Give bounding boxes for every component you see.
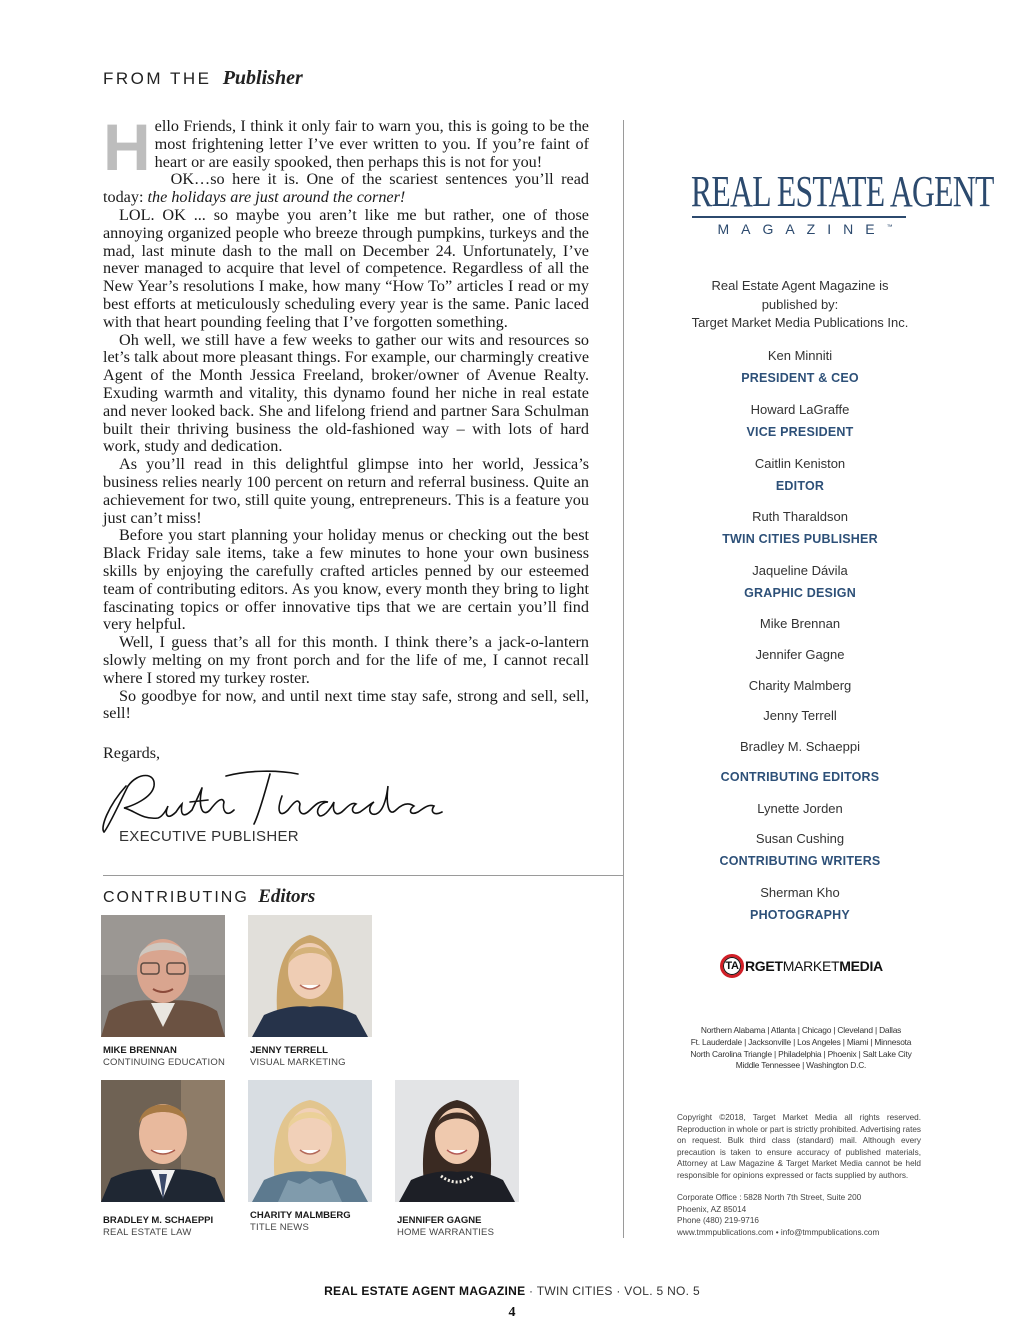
page-footer bbox=[0, 1284, 1024, 1298]
staff-name: Ruth Tharaldson bbox=[752, 509, 848, 524]
editor-role: HOME WARRANTIES bbox=[397, 1227, 495, 1238]
editor-role: TITLE NEWS bbox=[250, 1222, 310, 1233]
footer-magazine: REAL ESTATE AGENT MAGAZINE bbox=[324, 1284, 526, 1298]
letter-paragraph: Oh well, we still have a few weeks to gather our wits and resources so let’s talk about more pleasant things. For example, our charmingly creative Agent of the Month Jessica Freeland, broker/owner of Avenue Realty. Exuding warmth and vitality, this dynamo found her niche in real estate and never looked back. She and lifelong friend and partner Sara Schulman built their thriving business the old-fashioned way – with lots of hard work, study and dedication. bbox=[103, 330, 589, 456]
target-market-media-logo: TA RGET MARKET MEDIA bbox=[720, 953, 883, 979]
corporate-office: Corporate Office : 5828 North 7th Street, Suite 200 Phoenix, AZ 85014 Phone (480) 219-9716 www.tmmpublications.com • info@tmmpublications.com bbox=[677, 1193, 880, 1237]
staff-name: Jaqueline Dávila bbox=[752, 563, 848, 578]
editor-photo-jennifer-gagne bbox=[395, 1080, 519, 1202]
editor-photo-jenny-terrell bbox=[248, 915, 372, 1037]
editor-photo-mike-brennan bbox=[101, 915, 225, 1037]
staff-role: GRAPHIC DESIGN bbox=[744, 586, 856, 600]
editor-name: JENNY TERRELL bbox=[250, 1045, 328, 1056]
section-header-contributing bbox=[103, 886, 315, 908]
magazine-logo bbox=[690, 167, 994, 237]
letter-paragraph: As you’ll read in this delightful glimpse into her world, Jessica’s business relies nearly 100 percent on return and referral business. Quite an achievement for two, still quite young, entrepreneurs. This is a feature you just can’t miss! bbox=[103, 455, 589, 527]
publisher-letter bbox=[103, 110, 589, 723]
editor-role: VISUAL MARKETING bbox=[250, 1057, 346, 1068]
contributing-editor-name: Mike Brennan bbox=[759, 616, 841, 631]
city-list: Northern Alabama | Atlanta | Chicago | Cleveland | Dallas Ft. Lauderdale | Jacksonville | Los Angeles | Miami | Minnesota North Carolina Triangle | Philadelphia | Phoenix | Salt Lake City Middle Tennessee | Washington D.C. bbox=[690, 1025, 912, 1071]
section-header-prefix: FROM THE bbox=[103, 69, 212, 88]
logo-title: REAL ESTATE AGENT bbox=[691, 167, 994, 216]
letter-regards: Regards, bbox=[103, 744, 161, 762]
letter-paragraph bbox=[103, 171, 589, 207]
editor-photo-bradley-schaeppi bbox=[101, 1080, 225, 1202]
letter-paragraph-text: ello Friends, I think it only fair to warn you, this is going to be the most frightening letter I’ve ever written to you. If you’re faint of heart or are easily spooked, then perhaps this is not for you! bbox=[154, 117, 589, 171]
letter-paragraph: LOL. OK ... so maybe you aren’t like me but rather, one of those annoying organized people who breeze through pumpkins, turkeys and the mad, last minute dash to the mall on December 24. Unfortunately, I’ve never managed to acquire that level of competence. Regardless of all the New Year’s resolutions I make, how many “How To” articles I read or my best efforts at meticulously scheduling every year is the same. Panic laced with that heart pounding feeling that I’ve forgotten something. bbox=[103, 205, 589, 331]
letter-paragraph bbox=[103, 110, 589, 184]
vertical-divider bbox=[623, 120, 624, 1238]
contributing-editor-name: Jenny Terrell bbox=[763, 708, 837, 723]
staff-name: Ken Minniti bbox=[767, 348, 833, 363]
staff-name: Caitlin Keniston bbox=[754, 456, 846, 471]
editor-name: CHARITY MALMBERG bbox=[250, 1210, 351, 1221]
staff-role: TWIN CITIES PUBLISHER bbox=[722, 532, 878, 546]
horizontal-divider bbox=[103, 875, 623, 876]
section-header-italic: Publisher bbox=[222, 67, 303, 89]
editor-photo-charity-malmberg bbox=[248, 1080, 372, 1202]
editor-name: BRADLEY M. SCHAEPPI bbox=[103, 1215, 214, 1226]
staff-role: VICE PRESIDENT bbox=[746, 425, 854, 439]
contributing-editor-name: Jennifer Gagne bbox=[755, 647, 845, 662]
editor-name: MIKE BRENNAN bbox=[103, 1045, 177, 1056]
contributing-editor-name: Bradley M. Schaeppi bbox=[740, 739, 860, 754]
page-number: 4 bbox=[508, 1305, 516, 1320]
contributing-writer-name: Susan Cushing bbox=[755, 831, 845, 846]
section-header-prefix: CONTRIBUTING bbox=[103, 889, 249, 906]
section-header-publisher bbox=[103, 67, 303, 90]
editor-name: JENNIFER GAGNE bbox=[397, 1215, 482, 1226]
logo-rule bbox=[692, 216, 906, 218]
letter-paragraph: Before you start planning your holiday menus or checking out the best Black Friday sale items, take a few minutes to hone your own business skills by enjoying the carefully crafted articles penned by our esteemed team of contributing editors. As you know, every month they bring to light fascinating topics or offer innovative tips that we are certain you’ll find very helpful. bbox=[103, 526, 589, 634]
contributing-writers-label: CONTRIBUTING WRITERS bbox=[719, 854, 881, 868]
staff-name: Howard LaGraffe bbox=[750, 402, 850, 417]
staff-role: PRESIDENT & CEO bbox=[741, 371, 859, 385]
letter-paragraph: So goodbye for now, and until next time stay safe, strong and sell, sell, sell! bbox=[103, 686, 589, 723]
drop-cap: H bbox=[103, 110, 151, 184]
tmm-logo-icon: TA bbox=[720, 954, 744, 978]
section-header-italic: Editors bbox=[258, 886, 316, 907]
letter-paragraph: Well, I guess that’s all for this month. I think there’s a jack-o-lantern slowly melting on my front porch and for the life of me, I cannot recall where I stored my turkey roster. bbox=[103, 633, 589, 687]
footer-issue: · TWIN CITIES · VOL. 5 NO. 5 bbox=[525, 1284, 700, 1298]
letter-italic-text: the holidays are just around the corner! bbox=[147, 188, 406, 207]
published-by: Real Estate Agent Magazine is published by: Target Market Media Publications Inc. bbox=[691, 278, 909, 330]
signer-title: EXECUTIVE PUBLISHER bbox=[119, 828, 299, 845]
editor-role: REAL ESTATE LAW bbox=[103, 1227, 192, 1238]
contributing-writer-name: Lynette Jorden bbox=[757, 801, 843, 816]
letter-paragraph-text: OK…so here it is. One of the scariest sentences you’ll read today: bbox=[103, 170, 589, 207]
logo-subtitle: MAGAZINE™ bbox=[717, 221, 893, 237]
contributing-editors-label: CONTRIBUTING EDITORS bbox=[720, 770, 880, 784]
photography-label: PHOTOGRAPHY bbox=[750, 908, 850, 922]
contributing-editor-name: Charity Malmberg bbox=[748, 678, 852, 693]
photographer-name: Sherman Kho bbox=[760, 885, 840, 900]
copyright-notice: Copyright ©2018, Target Market Media all rights reserved. Reproduction in whole or part is strictly prohibited. Advertising rates on request. Bulk third class (standard) mail. Although every precaution is taken to ensure accuracy of published materials, Attorney at Law Magazine & Target Market Media cannot be held responsible for opinions expressed or facts supplied by authors. bbox=[677, 1113, 921, 1180]
editor-role: CONTINUING EDUCATION bbox=[103, 1057, 226, 1068]
staff-role: EDITOR bbox=[775, 479, 825, 493]
